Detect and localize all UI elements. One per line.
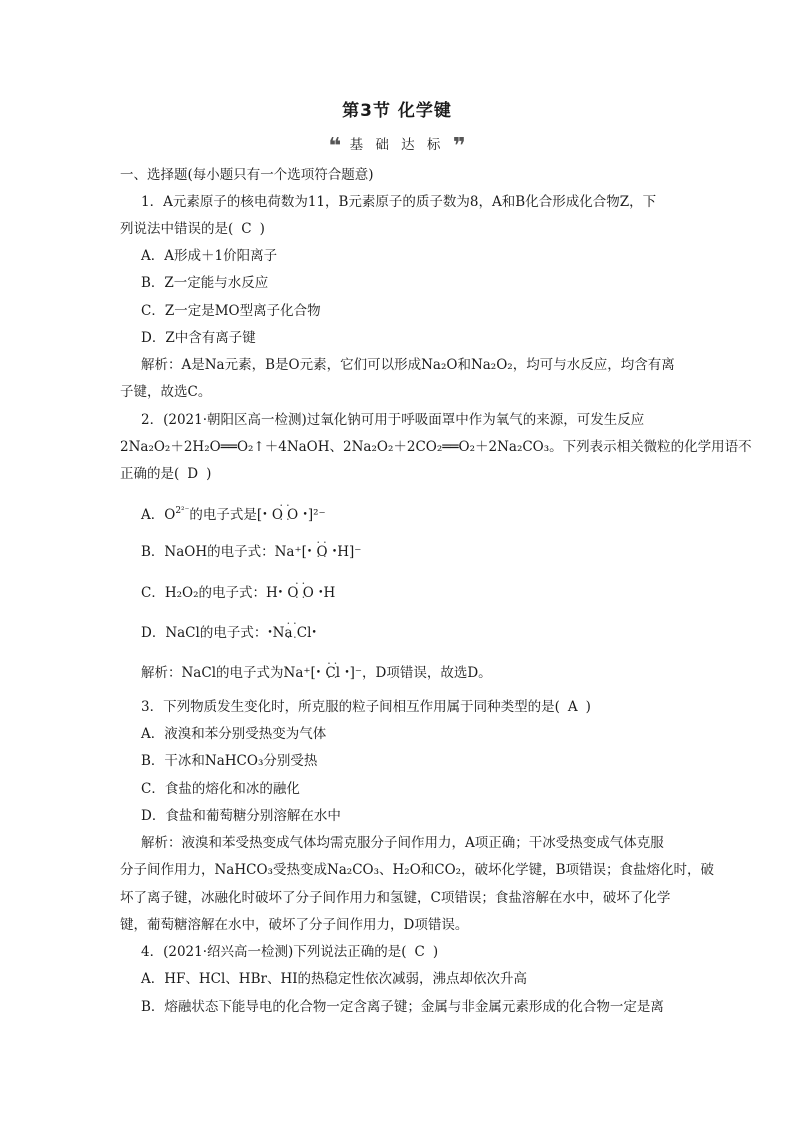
page-title: 第3节 化学键 [342, 101, 452, 121]
q2-analysis-formula: • • Cl • • [325, 664, 340, 682]
banner-label: 基 础 达 标 [349, 137, 445, 153]
q1-analysis-line2: 子键，故选C。 [120, 384, 212, 400]
q2-option-d: D．NaCl的电子式：•• • Na Cl • •• [141, 624, 317, 642]
q2-option-b-formula: • • O • • [317, 543, 328, 561]
q2-stem-line2: 2Na₂O₂＋2H₂O══O₂↑＋4NaOH、2Na₂O₂＋2CO₂══O₂＋2Na₂CO₃。下列表示相关微粒的化学用语不 [120, 439, 752, 455]
q1-option-c: C．Z一定是MO型离子化合物 [141, 303, 321, 319]
close-quote-icon: ❞ [452, 134, 466, 159]
q2-answer: D [187, 466, 199, 482]
q2-option-a-formula: • • O O • • [272, 506, 298, 524]
q2-stem-line1: 2．(2021·朝阳区高一检测)过氧化钠可用于呼吸面罩中作为氧气的来源，可发生反应 [141, 412, 645, 428]
q2-option-d-formula: • • Na Cl • • [273, 624, 312, 642]
q2-option-c: C．H₂O₂的电子式：H• • • O O • • •H [141, 584, 335, 602]
q3-answer: A [567, 699, 578, 715]
q4-option-a: A．HF、HCl、HBr、HI的热稳定性依次减弱，沸点却依次升高 [141, 971, 528, 987]
q1-answer: C [241, 221, 252, 237]
q3-analysis-line2: 分子间作用力，NaHCO₃受热变成Na₂CO₃、H₂O和CO₂，破坏化学键，B项错误；食盐熔化时，破 [120, 862, 715, 878]
q1-option-d: D．Z中含有离子键 [141, 330, 256, 346]
q1-analysis-line1: 解析：A是Na元素，B是O元素，它们可以形成Na₂O和Na₂O₂，均可与水反应，均含有离 [141, 357, 675, 373]
open-quote-icon: ❝ [328, 134, 342, 159]
q3-option-d: D．食盐和葡萄糖分别溶解在水中 [141, 808, 341, 824]
q3-analysis-line4: 键，葡萄糖溶解在水中，破坏了分子间作用力，D项错误。 [120, 917, 469, 933]
q2-option-b: B．NaOH的电子式：Na⁺[• • • O • • •H]⁻ [141, 543, 361, 561]
q2-analysis: 解析：NaCl的电子式为Na⁺[• • • Cl • • •]⁻，D项错误，故选D。 [141, 664, 492, 682]
q4-answer: C [414, 944, 425, 960]
q2-option-c-formula: • • O O • • [287, 584, 313, 602]
q2-stem-line3: 正确的是( D ) [120, 466, 212, 482]
q3-option-b: B．干冰和NaHCO₃分别受热 [141, 753, 318, 769]
q3-analysis-line1: 解析：液溴和苯受热变成气体均需克服分子间作用力，A项正确；干冰受热变成气体克服 [141, 835, 664, 851]
q1-stem-line2: 列说法中错误的是( C ) [120, 221, 265, 237]
q2-option-a: A．$O^{2^{2-}}$的电子式是[• • • O O • • •]²⁻ [141, 502, 326, 524]
q4-stem: 4．(2021·绍兴高一检测)下列说法正确的是( C ) [141, 944, 439, 960]
q1-option-b: B．Z一定能与水反应 [141, 275, 269, 291]
q4-option-b: B．熔融状态下能导电的化合物一定含离子键；金属与非金属元素形成的化合物一定是离 [141, 999, 664, 1015]
q3-option-a: A．液溴和苯分别受热变为气体 [141, 726, 327, 742]
q1-option-a: A．A形成＋1价阳离子 [141, 248, 278, 264]
q3-option-c: C．食盐的熔化和冰的融化 [141, 781, 300, 797]
q3-analysis-line3: 坏了离子键，冰融化时破坏了分子间作用力和氢键，C项错误；食盐溶解在水中，破坏了化学 [120, 890, 671, 906]
q3-stem: 3．下列物质发生变化时，所克服的粒子间相互作用属于同种类型的是( A ) [141, 699, 591, 715]
section-banner [0, 133, 794, 159]
section-heading: 一、选择题(每小题只有一个选项符合题意) [120, 167, 374, 183]
q1-stem-line1: 1．A元素原子的核电荷数为11，B元素原子的质子数为8，A和B化合形成化合物Z，下 [141, 194, 657, 210]
